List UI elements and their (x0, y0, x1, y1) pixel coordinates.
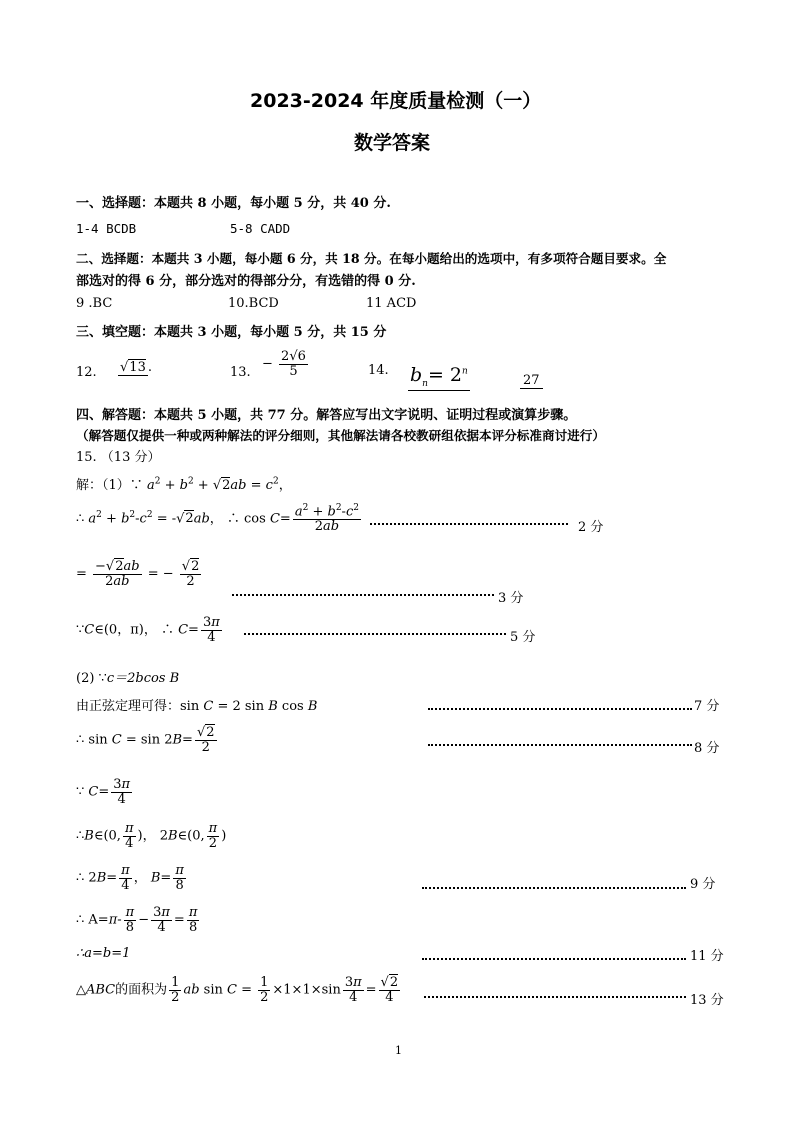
solution-line-a-value: ∴ A=π- $\frac{\pi}{8}$ − $\frac{3\pi}{4}$ = $\frac{\pi}{8}$ (76, 905, 198, 935)
q12-answer: √13 . (120, 360, 152, 375)
part4-heading: 四、解答题：本题共 5 小题，共 77 分。解答应写出文字说明、证明过程或演算步骤。 (76, 408, 577, 423)
solution-line-b-value: ∴ 2B= $\frac{\pi}{4}$ ， B= $\frac{\pi}{8}$ (76, 863, 184, 893)
document-subtitle: 数学答案 (354, 132, 431, 154)
q13-numerator: 2√6 (281, 349, 306, 364)
part2-heading-line2: 部选对的得 6 分，部分选对的得部分分，有选错的得 0 分. (76, 274, 416, 289)
solution-line-b-range: ∴B∈(0, $\frac{\pi}{4}$ )， 2B∈(0, $\frac{\pi}{2}$ ) (76, 821, 227, 851)
score-mark: 2 分 (578, 520, 604, 535)
score-mark: 3 分 (498, 591, 524, 606)
q13-answer: − $\frac{2√6}{5}$ (262, 349, 306, 379)
part4-note: （解答题仅提供一种或两种解法的评分细则，其他解法请各校教研组依据本评分标准商讨进行） (76, 428, 605, 443)
solution-line-c-value: ∵ C= $\frac{3\pi}{4}$ (76, 777, 131, 807)
q15-heading: 15. （13 分） (76, 450, 161, 465)
score-mark: 8 分 (694, 741, 720, 756)
dotted-leader (232, 594, 494, 596)
answer-q11: 11 ACD (366, 296, 417, 311)
dotted-leader (422, 958, 686, 960)
score-mark: 7 分 (694, 699, 720, 714)
score-mark: 5 分 (510, 630, 536, 645)
solution-line-1: 解：（1）∵ $a^2 + b^2 + √2ab = c^2$， (76, 476, 292, 493)
part1-answers-a: 1-4 BCDB (76, 221, 137, 236)
solution-line-sin2b: ∴ sin C = sin 2B= $\frac{√2}{2}$ (76, 725, 215, 755)
solution-line-sines: 由正弦定理可得：sin C = 2 sin B cos B (76, 699, 318, 714)
document-title: 2023-2024 年度质量检测（一） (250, 90, 542, 112)
solution-line-3: = $\frac{-√2ab}{2ab}$ = − $\frac{√2}{2}$ (76, 559, 200, 589)
dotted-leader (424, 996, 686, 998)
q14-b: b (410, 364, 423, 386)
dotted-leader (428, 744, 692, 746)
part1-heading: 一、选择题：本题共 8 小题，每小题 5 分，共 40 分. (76, 196, 391, 211)
q13-denominator: 5 (289, 363, 298, 379)
q12-radicand: 13 (129, 360, 146, 375)
score-mark: 13 分 (690, 993, 724, 1008)
q14-base: = 2 (427, 364, 463, 386)
q14-label: 14. (368, 363, 389, 378)
page-number: 1 (395, 1044, 402, 1057)
part1-answers-b: 5-8 CADD (230, 221, 291, 236)
score-mark: 11 分 (690, 949, 724, 964)
part3-heading: 三、填空题：本题共 3 小题，每小题 5 分，共 15 分 (76, 325, 387, 340)
part2-heading-line1: 二、选择题：本题共 3 小题，每小题 6 分，共 18 分。在每小题给出的选项中，有多项符合题目要求。全 (76, 251, 667, 266)
dotted-leader (244, 633, 506, 635)
q14-exp: n (462, 366, 468, 377)
solution-line-2: ∴ $a^2 + b^2-c^2 = -√2ab$， ∴ cos C= $\frac{a^2 + b^2-c^2}{2ab}$ (76, 503, 359, 534)
dotted-leader (422, 887, 686, 889)
dotted-leader (370, 523, 568, 525)
answer-q10: 10.BCD (228, 296, 279, 311)
solution-line-ab: ∴a=b=1 (76, 946, 131, 961)
dotted-leader (428, 708, 692, 710)
solution-part2-intro: (2) ∵c＝2bcos B (76, 671, 180, 686)
answer-q9: 9 .BC (76, 296, 113, 311)
q14-answer (408, 364, 470, 391)
solution-line-area: △ABC的面积为 $\frac{1}{2}$ ab sin C = $\frac{1}{2}$ ×1×1×sin $\frac{3\pi}{4}$ = $\frac{√2}{4}$ (76, 975, 399, 1005)
q12-label: 12. (76, 365, 97, 380)
solution-line-4: ∵C∈(0，π)， ∴ C= $\frac{3\pi}{4}$ (76, 615, 220, 645)
score-mark: 9 分 (690, 877, 716, 892)
q14-second-answer: 27 (520, 373, 543, 389)
q13-label: 13. (230, 365, 251, 380)
q14-sub: n (422, 378, 428, 389)
